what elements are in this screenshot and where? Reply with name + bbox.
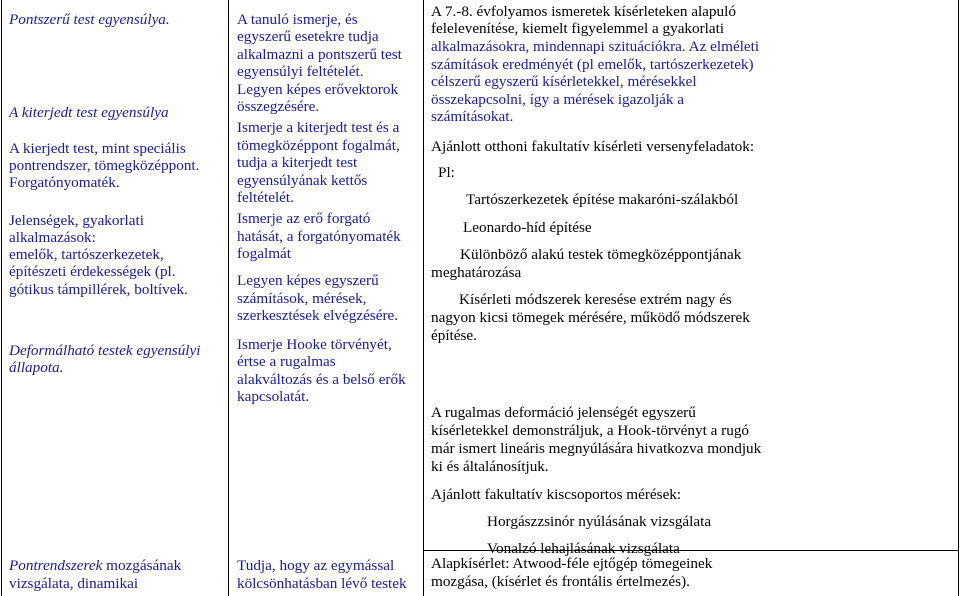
activity-list-item: meghatározása <box>431 264 522 281</box>
activity-list-item: Különböző alakú testek tömegközéppontjának <box>460 246 742 263</box>
outcome-text: feltételét. <box>237 189 294 206</box>
activity-text: Alapkísérlet: Atwood-féle ejtőgép tömegeinek <box>431 555 713 572</box>
topic-title-point-systems <box>9 557 219 574</box>
activity-text: mozgása, (kísérlet és frontális értelmezés). <box>431 573 690 590</box>
outcome-text: Legyen képes erővektorok <box>237 81 399 98</box>
activity-text: célszerű egyszerű kísérletekkel, mérésekkel <box>431 73 697 90</box>
outcome-text: kölcsönhatásban lévő testek <box>237 575 407 592</box>
topic-title-deformable: Deformálható testek egyensúlyi <box>9 342 201 359</box>
outcome-text: összegzésére. <box>237 98 320 115</box>
topic-text: mozgásának <box>102 557 182 574</box>
topic-text: alkalmazások: <box>9 229 96 246</box>
outcome-text: értse a rugalmas <box>237 353 336 370</box>
outcome-text: tömegközéppont fogalmát, <box>237 137 400 154</box>
topic-title-point-mass: Pontszerű test egyensúlya. <box>9 11 170 28</box>
activity-text: összekapcsolni, így a mérések igazolják a <box>431 91 685 108</box>
topic-text: Jelenségek, gyakorlati <box>9 212 144 229</box>
activity-heading: Ajánlott otthoni fakultatív kísérleti versenyfeladatok: <box>431 138 755 155</box>
activity-example-label: Pl: <box>438 164 455 181</box>
activity-list-item: Tartószerkezetek építése makaróni-szálakból <box>466 191 739 208</box>
column-divider-2 <box>423 0 424 596</box>
topic-text: emelők, tartószerkezetek, <box>9 246 164 263</box>
topic-text: vizsgálata, dinamikai <box>9 575 139 592</box>
outcome-text: Ismerje az erő forgató <box>237 210 371 227</box>
outcome-text: A tanuló ismerje, és <box>237 11 358 28</box>
outcome-text: szerkesztések elvégzésére. <box>237 307 399 324</box>
activity-list-item: nagyon kicsi tömegek mérésére, működő módszerek <box>431 309 750 326</box>
activity-text: már ismert lineáris megnyúlására hivatkozva mondjuk <box>431 440 762 457</box>
activity-text: kísérletekkel demonstráljuk, a Hook-törvényt a rugó <box>431 422 750 439</box>
activity-list-item: Horgászzsinór nyúlásának vizsgálata <box>487 513 712 530</box>
outcome-text: Legyen képes egyszerű <box>237 272 379 289</box>
table-border-left <box>1 0 2 596</box>
outcome-text: alkalmazni a pontszerű test <box>237 46 402 63</box>
outcome-text: tudja a kiterjedt test <box>237 154 358 171</box>
outcome-text: egyensúlyának kettős <box>237 172 368 189</box>
outcome-text: kapcsolatát. <box>237 388 310 405</box>
activity-heading: Ajánlott fakultatív kiscsoportos mérések: <box>431 486 682 503</box>
column-divider-1 <box>228 0 229 596</box>
activity-text: A rugalmas deformáció jelenségét egyszerű <box>431 404 696 421</box>
topic-text: A kierjedt test, mint speciális <box>9 140 186 157</box>
activity-list-item: Vonalzó lehajlásának vizsgálata <box>487 540 680 557</box>
activity-text: A 7.-8. évfolyamos ismeretek kísérleteken alapuló <box>431 3 736 20</box>
outcome-text: Ismerje Hooke törvényét, <box>237 336 392 353</box>
topic-title-extended-body: A kiterjedt test egyensúlya <box>9 104 169 121</box>
topic-title-deformable: állapota. <box>9 359 64 376</box>
outcome-text: egyensúlyi feltételét. <box>237 63 364 80</box>
outcome-text: hatását, a forgatónyomaték <box>237 228 401 245</box>
activity-text: számításokat. <box>431 108 514 125</box>
outcome-text: alakváltozás és a belső erők <box>237 371 406 388</box>
activity-list-item: építése. <box>431 327 477 344</box>
activity-text: számítások eredményét (pl emelők, tartószerkezetek) <box>431 56 754 73</box>
outcome-text: Tudja, hogy az egymással <box>237 557 395 574</box>
outcome-text: Ismerje a kiterjedt test és a <box>237 119 400 136</box>
outcome-text: fogalmát <box>237 245 291 262</box>
activity-text: ki és általánosítjuk. <box>431 458 549 475</box>
activity-list-item: Kísérleti módszerek keresése extrém nagy és <box>459 291 732 308</box>
topic-text: gótikus támpillérek, boltívek. <box>9 281 188 298</box>
activity-text: alkalmazásokra, mindennapi szituációkra. Az elméleti <box>431 38 760 55</box>
table-border-right <box>958 0 959 596</box>
topic-emphasis: Pontrendszerek <box>9 557 103 574</box>
activity-text: felelevenítése, kiemelt figyelemmel a gyakorlati <box>431 20 725 37</box>
topic-text: pontrendszer, tömegközéppont. <box>9 157 200 174</box>
topic-text: Forgatónyomaték. <box>9 174 120 191</box>
outcome-text: egyszerű esetekre tudja <box>237 28 379 45</box>
outcome-text: számítások, mérések, <box>237 290 367 307</box>
topic-text: építészeti érdekességek (pl. <box>9 263 176 280</box>
activity-list-item: Leonardo-híd építése <box>463 219 592 236</box>
